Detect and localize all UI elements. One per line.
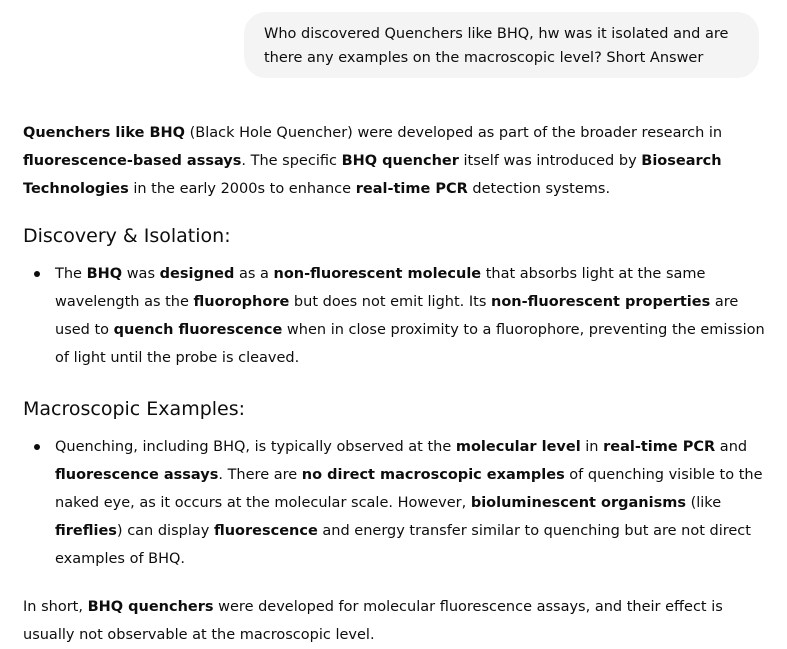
bold-text: real-time PCR (603, 439, 716, 455)
macroscopic-list (23, 433, 767, 573)
list-item (23, 260, 767, 372)
text: but does not emit light. Its (289, 294, 491, 310)
discovery-heading: Discovery & Isolation: (23, 225, 231, 247)
summary-paragraph (23, 593, 767, 649)
text: was (122, 266, 160, 282)
bold-text: designed (159, 266, 235, 282)
bold-text: non-fluorescent properties (491, 294, 711, 310)
user-message-bubble (244, 12, 759, 78)
text: are used to (55, 294, 739, 338)
bold-text: no direct macroscopic examples (301, 467, 565, 483)
macroscopic-heading: Macroscopic Examples: (23, 398, 246, 420)
text: ) can display (116, 523, 214, 539)
bold-text: Biosearch Technologies (23, 153, 722, 197)
bold-text: BHQ quencher (341, 153, 459, 169)
text: as a (234, 266, 274, 282)
discovery-list (23, 260, 767, 372)
text: (Black Hole Quencher) were developed as part of the broader research in (184, 125, 723, 141)
list-item (23, 433, 767, 573)
bold-text: fluorescence assays (55, 467, 219, 483)
text: The (55, 266, 87, 282)
assistant-response (23, 119, 767, 649)
bold-text: real-time PCR (355, 181, 468, 197)
bullet-icon (34, 271, 40, 277)
bold-text: bioluminescent organisms (470, 495, 686, 511)
text: detection systems. (467, 181, 611, 197)
text: (like (685, 495, 722, 511)
text: in (580, 439, 604, 455)
bold-text: fluorescence-based assays (23, 153, 242, 169)
intro-paragraph (23, 119, 767, 203)
bold-text: fluorophore (193, 294, 290, 310)
text: of quenching visible to the naked eye, as it occurs at the molecular scale. However, (55, 467, 763, 511)
text: and (715, 439, 748, 455)
bold-text: quench fluorescence (113, 322, 283, 338)
text: when in close proximity to a fluorophore, preventing the emission of light until the probe is cleaved. (55, 322, 765, 366)
bold-text: BHQ (86, 266, 123, 282)
text: . There are (218, 467, 302, 483)
text: in the early 2000s to enhance (128, 181, 356, 197)
bold-text: non-fluorescent molecule (273, 266, 482, 282)
bold-text: BHQ quenchers (87, 599, 214, 615)
text: . The specific (241, 153, 342, 169)
bullet-icon (34, 444, 40, 450)
user-message-text: Who discovered Quenchers like BHQ, hw was it isolated and are there any examples on the macroscopic level? Short Answer (264, 26, 729, 66)
text: Quenching, including BHQ, is typically observed at the (55, 439, 456, 455)
bold-text: molecular level (455, 439, 581, 455)
text: and energy transfer similar to quenching but are not direct examples of BHQ. (55, 523, 751, 567)
text: In short, (23, 599, 88, 615)
bold-text: fluorescence (213, 523, 318, 539)
bold-text: fireflies (55, 523, 117, 539)
text: itself was introduced by (458, 153, 642, 169)
bold-text: Quenchers like BHQ (23, 125, 185, 141)
text: were developed for molecular fluorescence assays, and their effect is usually not observable at the macroscopic level. (23, 599, 723, 643)
text: that absorbs light at the same wavelength as the (55, 266, 706, 310)
